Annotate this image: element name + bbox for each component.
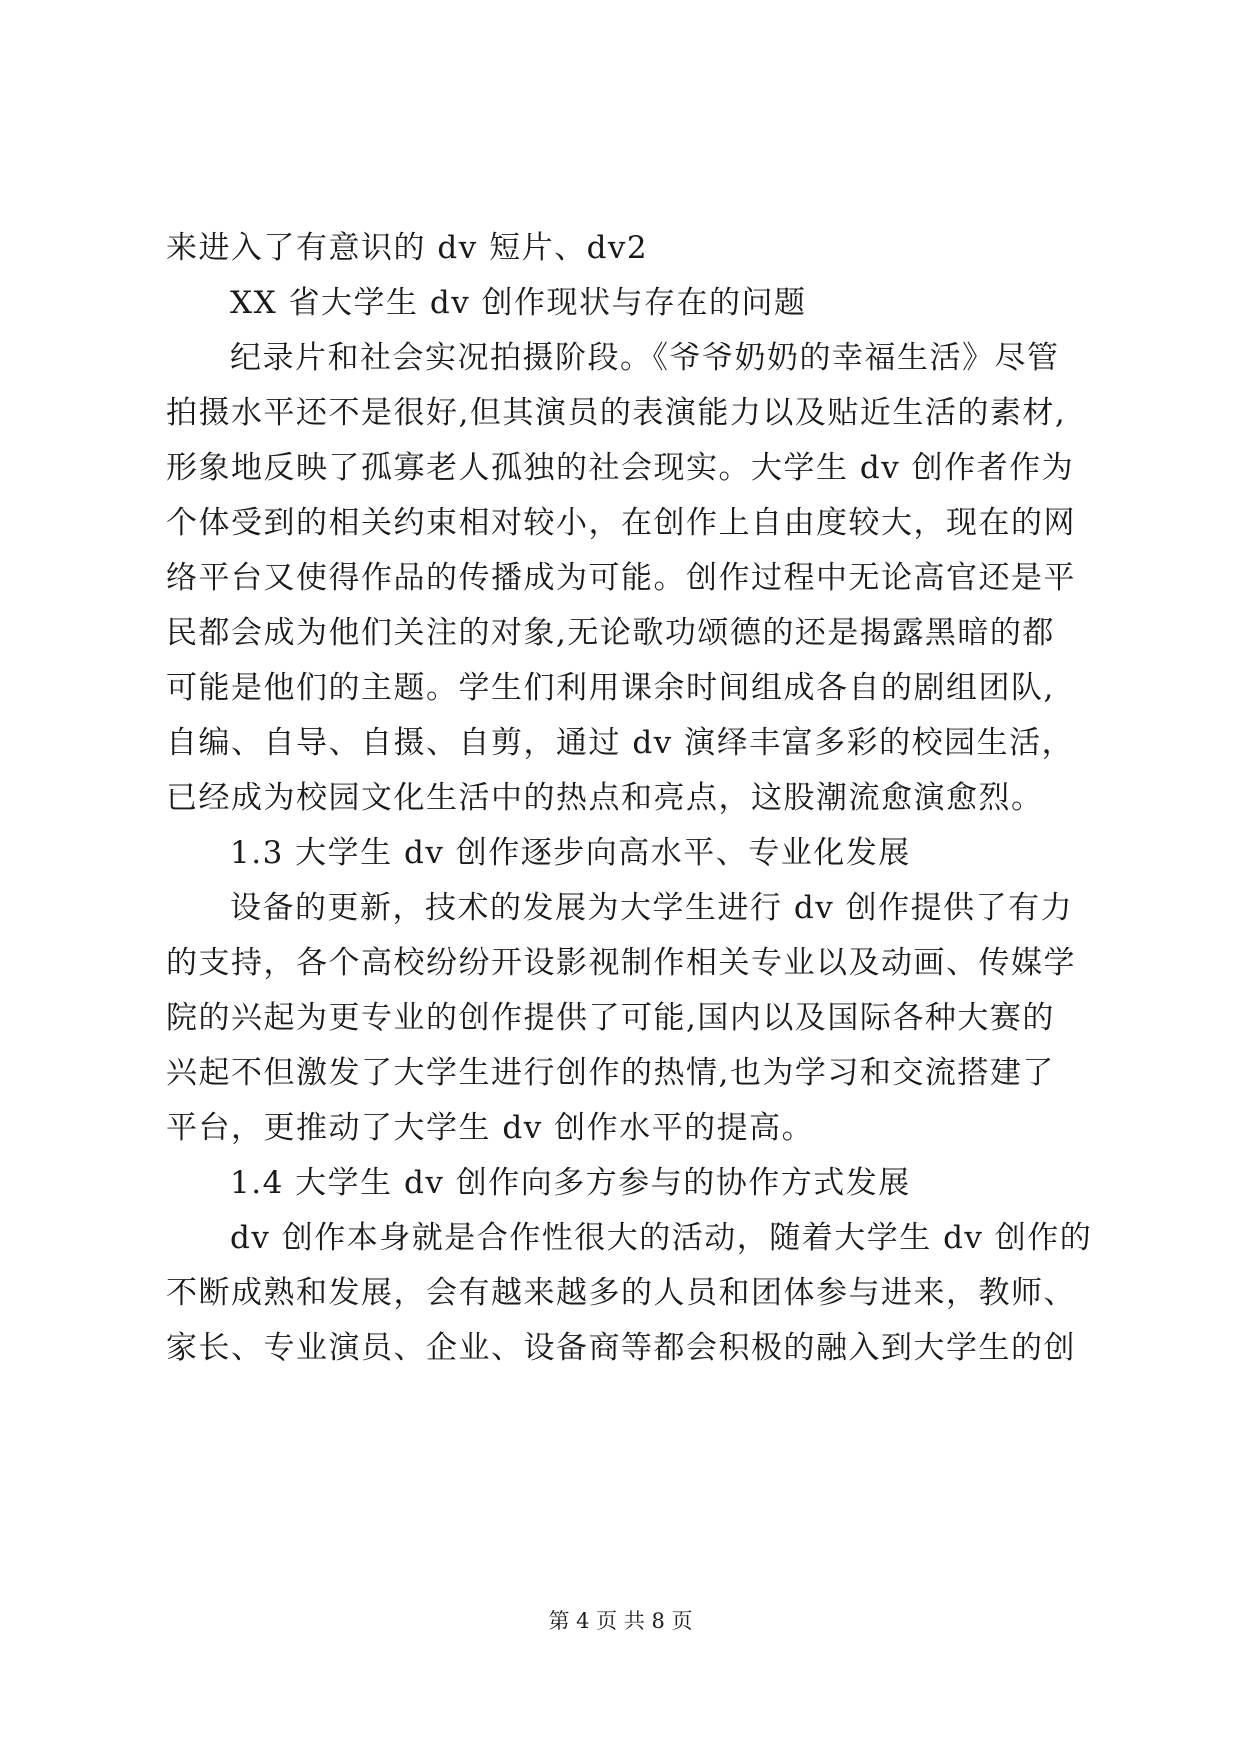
section-heading: XX 省大学生 dv 创作现状与存在的问题 [230,285,807,321]
page-number-footer: 第 4 页 共 8 页 [548,1609,693,1633]
paragraph-line: 民都会成为他们关注的对象,无论歌功颂德的还是揭露黑暗的都 [166,615,1055,651]
paragraph-line: 设备的更新，技术的发展为大学生进行 dv 创作提供了有力 [230,890,1074,926]
paragraph-line: 已经成为校园文化生活中的热点和亮点，这股潮流愈演愈烈。 [166,780,1044,816]
paragraph-line: 的支持，各个高校纷纷开设影视制作相关专业以及动画、传媒学 [166,945,1076,981]
paragraph-line: 纪录片和社会实况拍摄阶段。《爷爷奶奶的幸福生活》尽管 [230,340,1060,376]
paragraph-line: 不断成熟和发展，会有越来越多的人员和团体参与进来，教师、 [166,1275,1076,1311]
section-heading: 1.4 大学生 dv 创作向多方参与的协作方式发展 [230,1165,911,1201]
paragraph-line: 家长、专业演员、企业、设备商等都会积极的融入到大学生的创 [166,1330,1076,1366]
text-line: 来进入了有意识的 dv 短片、dv2 [166,230,649,266]
section-heading: 1.3 大学生 dv 创作逐步向高水平、专业化发展 [230,835,911,871]
paragraph-line: 拍摄水平还不是很好,但其演员的表演能力以及贴近生活的素材, [166,395,1067,431]
paragraph-line: 兴起不但激发了大学生进行创作的热情,也为学习和交流搭建了 [166,1055,1055,1091]
paragraph-line: dv 创作本身就是合作性很大的活动，随着大学生 dv 创作的 [230,1220,1093,1256]
paragraph-line: 个体受到的相关约束相对较小，在创作上自由度较大，现在的网 [166,505,1076,541]
paragraph-line: 可能是他们的主题。学生们利用课余时间组成各自的剧组团队, [166,670,1055,706]
paragraph-line: 平台，更推动了大学生 dv 创作水平的提高。 [166,1110,815,1146]
paragraph-line: 络平台又使得作品的传播成为可能。创作过程中无论高官还是平 [166,560,1076,596]
paragraph-line: 院的兴起为更专业的创作提供了可能,国内以及国际各种大赛的 [166,1000,1055,1036]
paragraph-line: 自编、自导、自摄、自剪，通过 dv 演绎丰富多彩的校园生活， [166,725,1075,761]
paragraph-line: 形象地反映了孤寡老人孤独的社会现实。大学生 dv 创作者作为 [166,450,1075,486]
